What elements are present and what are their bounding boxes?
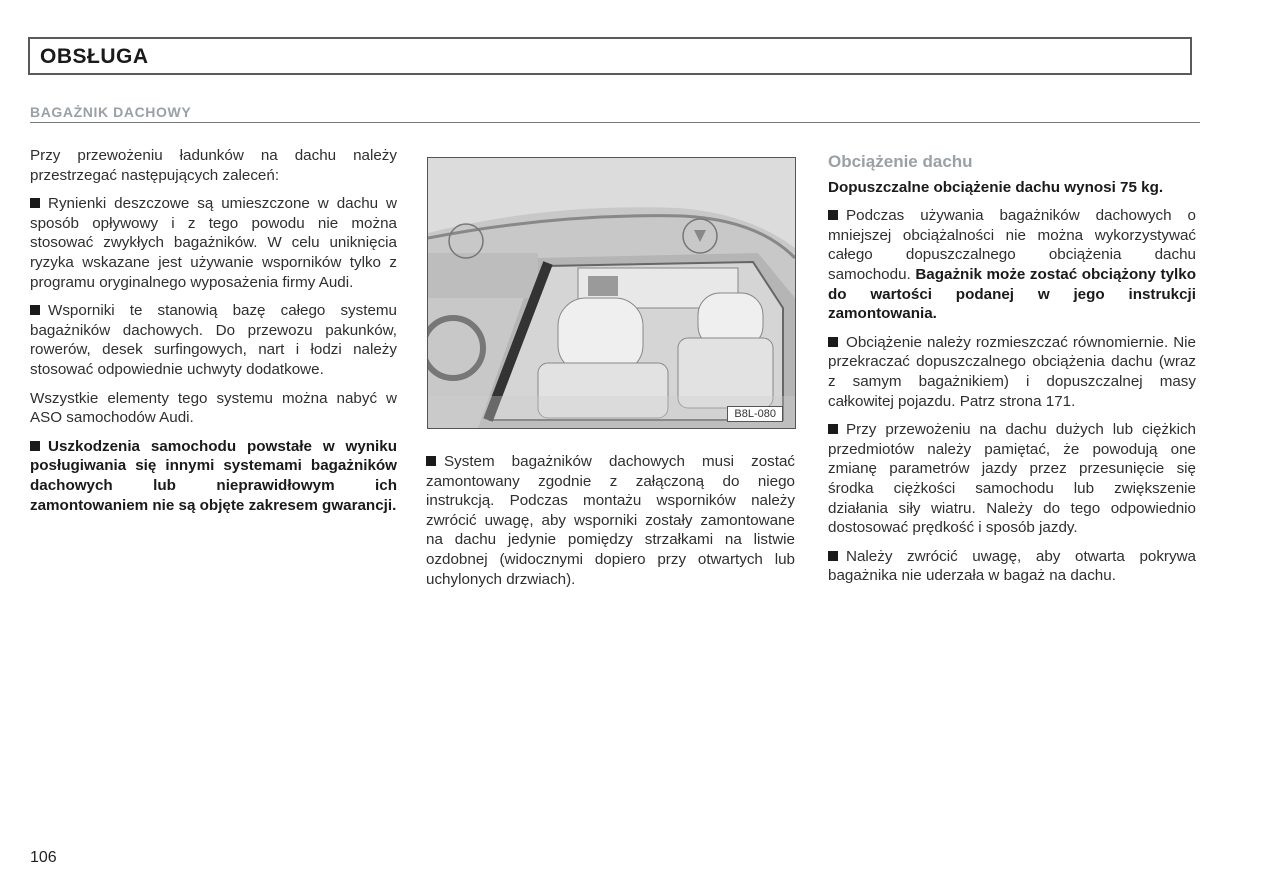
bullet-square-icon [426,456,436,466]
bullet-paragraph: Podczas używania bagażników dachowych o mniejszej obciążalności nie można wykorzystywać całego dopuszczalnego obciążenia dachu samochodu. Bagażnik może zostać obciążony tylko do wartości podanej w jego instrukcji zamontowania. [828,207,1196,323]
bullet-square-icon [30,441,40,451]
bullet-square-icon [828,551,838,561]
bullet-paragraph: Obciążenie należy rozmieszczać równomiernie. Nie przekraczać dopuszczalnego obciążenia dachu (wraz z samym bagażnikiem) i dopuszczalnej masy całkowitej pojazdu. Patrz strona 171. [828,333,1196,410]
intro-paragraph: Przy przewożeniu ładunków na dachu należy przestrzegać następujących zaleceń: [30,147,397,184]
warning-paragraph: Uszkodzenia samochodu powstałe w wyniku posługiwania się innymi systemami bagażników dachowych lub nieprawidłowym ich zamontowaniem nie są objęte zakresem gwarancji. [30,437,397,514]
load-limit-paragraph: Dopuszczalne obciążenie dachu wynosi 75 kg. [828,178,1164,196]
bullet-square-icon [30,305,40,315]
bullet-paragraph: System bagażników dachowych musi zostać zamontowany zgodnie z załączoną do niego instrukcją. Podczas montażu wsporników należy zwrócić uwagę, aby wsporniki zostały zamontowane na dachu jedynie pomiędzy strzałkami na listwie ozdobnej (widocznymi dopiero przy otwartych lub uchylonych drzwiach). [426,453,795,588]
bullet-square-icon [828,210,838,220]
section-title: BAGAŻNIK DACHOWY [30,104,192,120]
bullet-paragraph: Rynienki deszczowe są umieszczone w dachu w sposób opływowy i z tego powodu nie można stosować zwykłych bagażników. W celu uniknięcia ryzyka wskazane jest używanie wsporników tylko z programu oryginalnego wyposażenia firmy Audi. [30,195,397,291]
chapter-header [28,37,1192,75]
bullet-paragraph: Wsporniki te stanowią bazę całego systemu bagażników dachowych. Do przewozu pakunków, rowerów, desek surfingowych, nart i łodzi należy stosować odpowiednie uchwyty dodatkowe. [30,302,397,378]
page-number: 106 [30,849,57,866]
roof-rack-illustration [427,157,796,429]
car-interior-illustration [428,158,795,428]
bullet-square-icon [828,337,838,347]
bullet-paragraph: Należy zwrócić uwagę, aby otwarta pokrywa bagażnika nie uderzała w bagaż na dachu. [828,547,1196,585]
chapter-title: OBSŁUGA [40,45,149,68]
bullet-paragraph: Przy przewożeniu na dachu dużych lub ciężkich przedmiotów należy pamiętać, że powodują one zmianę parametrów jazdy przez przesunięcie się środka ciężkości samochodu lub zwiększenie działania siły wiatru. Należy do tego odpowiednio dostosować prędkość i sposób jazdy. [828,421,1196,537]
figure-label: B8L-080 [727,406,783,422]
subsection-title: Obciążenie dachu [828,152,973,171]
column-middle [426,452,795,598]
paragraph: Wszystkie elementy tego systemu można nabyć w ASO samochodów Audi. [30,389,397,427]
section-divider [30,122,1200,123]
bullet-square-icon [30,198,40,208]
column-right [828,152,1196,595]
column-left [30,146,397,524]
bullet-square-icon [828,424,838,434]
